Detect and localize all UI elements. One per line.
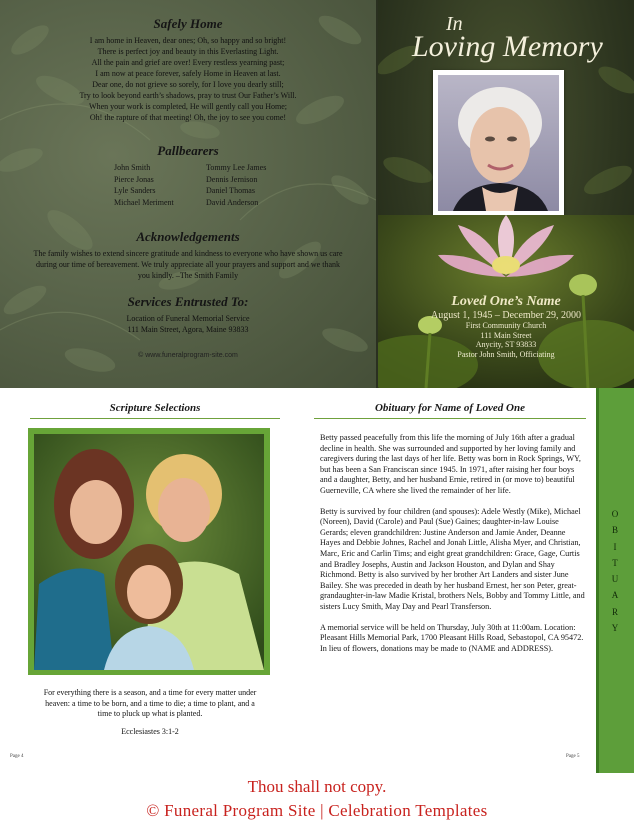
side-label-letter: I: [613, 541, 617, 552]
family-photo-frame: [28, 428, 270, 675]
back-cover-panel: [0, 0, 376, 388]
poem-line: Try to look beyond earth’s shadows, pray to trust Our Father’s Will.: [79, 91, 297, 100]
pallbearer-name: John Smith: [114, 163, 151, 172]
poem-line: Dear one, do not grieve so sorely, for I love you dearly still;: [92, 80, 284, 89]
poem-title: Safely Home: [153, 16, 223, 31]
copy-warning: Thou shall not copy.: [247, 777, 387, 796]
life-dates: August 1, 1945 – December 29, 2000: [431, 310, 581, 321]
acknowledgements-text: The family wishes to extend sincere gratitude and kindness to everyone who have shown us care during our time of bereavement. We truly appreciate all your prayers and support and we thank you kindly. –The Smith Family: [33, 249, 343, 280]
poem-text: [20, 35, 356, 123]
side-label-letter: T: [612, 557, 618, 568]
church-street: 111 Main Street: [480, 330, 532, 340]
pallbearer-name: David Anderson: [206, 197, 259, 207]
in-loving-memory-title: [388, 8, 628, 68]
title-underline: [30, 418, 280, 419]
obituary-paragraph: A memorial service will be held on Thursday, July 30th at 11:00am. Location: Pleasant Hills Memorial Park, 1700 Pleasant Hills Road, Sebastopol, CA 95472. In lieu of flowers, donations may be made to (NAME and ADDRESS).: [320, 622, 584, 653]
scripture-reference: Ecclesiastes 3:1-2: [121, 727, 179, 736]
obituary-paragraph: Betty passed peacefully from this life the morning of July 16th after a gradual decline in health. She was surrounded and supported by her loving family and caregivers during the last days of her life. Betty was born in Rock Springs, WY, but has been a San Franciscan since 1945. In 1971, after raising her four boys and a daughter, Betty, and her husband Ernie, retired in (or move to) beautiful Guerneville, CA where she lived the remainder of her life.: [320, 433, 581, 495]
acknowledgements-title: Acknowledgements: [136, 229, 240, 244]
poem-line: Oh! the rapture of that meeting! Oh, the joy to see you come!: [89, 113, 287, 122]
pallbearer-name: Tommy Lee James: [206, 163, 267, 172]
side-label-letter: Y: [611, 623, 619, 634]
side-label-letter: R: [611, 606, 618, 617]
obituary-title: Obituary for Name of Loved One: [374, 402, 525, 414]
side-label-letter: B: [611, 525, 618, 536]
poem-line: When your work is completed, He will gently call you Home;: [89, 102, 287, 111]
obituary-text: [320, 433, 586, 664]
pallbearer-name: Pierce Jonas: [114, 174, 154, 184]
svg-text:In: In: [446, 13, 463, 35]
copyright-footer: [0, 773, 634, 831]
pallbearer-name: Michael Meriment: [114, 197, 174, 207]
outer-spread: [0, 0, 634, 388]
scripture-title: Scripture Selections: [109, 402, 201, 414]
inside-spread: [0, 388, 634, 773]
pallbearer-name: Daniel Thomas: [206, 186, 255, 195]
family-photo: [34, 434, 264, 670]
obituary-side-bar: [596, 388, 634, 773]
portrait-frame: [433, 70, 564, 216]
page-number-left: Page 4: [10, 754, 24, 759]
scripture-verse: For everything there is a season, and a time for every matter under heaven: a time to be born, and a time to die; a time to plant, and a time to pluck up what is planted.: [43, 688, 257, 718]
poem-line: I am now at peace forever, safely Home in Heaven at last.: [95, 69, 281, 78]
copyright-notice: © Funeral Program Site | Celebration Templates: [146, 801, 488, 820]
services-text: [0, 313, 376, 335]
side-label-letter: O: [611, 509, 619, 519]
loved-one-name: Loved One’s Name: [451, 294, 561, 309]
services-line: Location of Funeral Memorial Service: [126, 314, 250, 323]
portrait-photo: [438, 75, 559, 211]
poem-line: I am home in Heaven, dear ones; Oh, so happy and so bright!: [89, 36, 287, 45]
side-label-letter: A: [611, 590, 619, 601]
side-label-letter: U: [611, 574, 619, 585]
poem-line: All the pain and grief are over! Every restless yearning past;: [91, 58, 285, 67]
pallbearers-column: [206, 162, 266, 208]
obituary-vertical-label: [596, 506, 634, 636]
pallbearer-name: Lyle Sanders: [114, 186, 156, 195]
front-cover-details: [378, 294, 634, 359]
church-name: First Community Church: [465, 321, 547, 330]
pallbearer-name: Dennis Jernison: [206, 174, 258, 184]
poem-line: There is perfect joy and beauty in this Everlasting Light.: [97, 47, 279, 56]
obituary-paragraph: Betty is survived by four children (and spouses): Adele Westly (Mike), Michael (Noreen), David (Carole) and Paul (Sue) Gaines; daughter-in-law Louise Gerards; eleven grandchildren: Justine Anderson and Jamie Ander, Deanne Hayes and Debbie Johnes, Rachel and Jonah Little, Alisha Myer, and Christian, Marc, Eric and Carlin Tims; and eight great grandchildren: Grace, Gage, Curtis and Bradley Josephs, Austin and Jackson Houston, and Dylan and Shay Richmond. Betty is also survived by her brother Art Landers and sister June Bailey. She was preceded in death by her husband Ernest, her son Peter, great-grandaughter-in-law Madie Kristal, brothers Nels, Bobby and Tommy Little, and sisters Lucy Smith, May Day and Pearl Transferson.: [320, 506, 585, 611]
svg-text:Loving Memory: Loving Memory: [412, 30, 603, 63]
officiating: Pastor John Smith, Officiating: [457, 349, 555, 359]
website-credit: © www.funeralprogram-site.com: [138, 352, 238, 359]
title-underline: [314, 418, 586, 419]
pallbearers-column: [114, 162, 174, 208]
page-number-right: Page 5: [566, 754, 580, 759]
services-title: Services Entrusted To:: [127, 294, 249, 309]
services-line: 111 Main Street, Agora, Maine 93833: [127, 325, 249, 334]
church-city: Anycity, ST 93833: [475, 340, 537, 349]
pallbearers-title: Pallbearers: [157, 143, 219, 158]
